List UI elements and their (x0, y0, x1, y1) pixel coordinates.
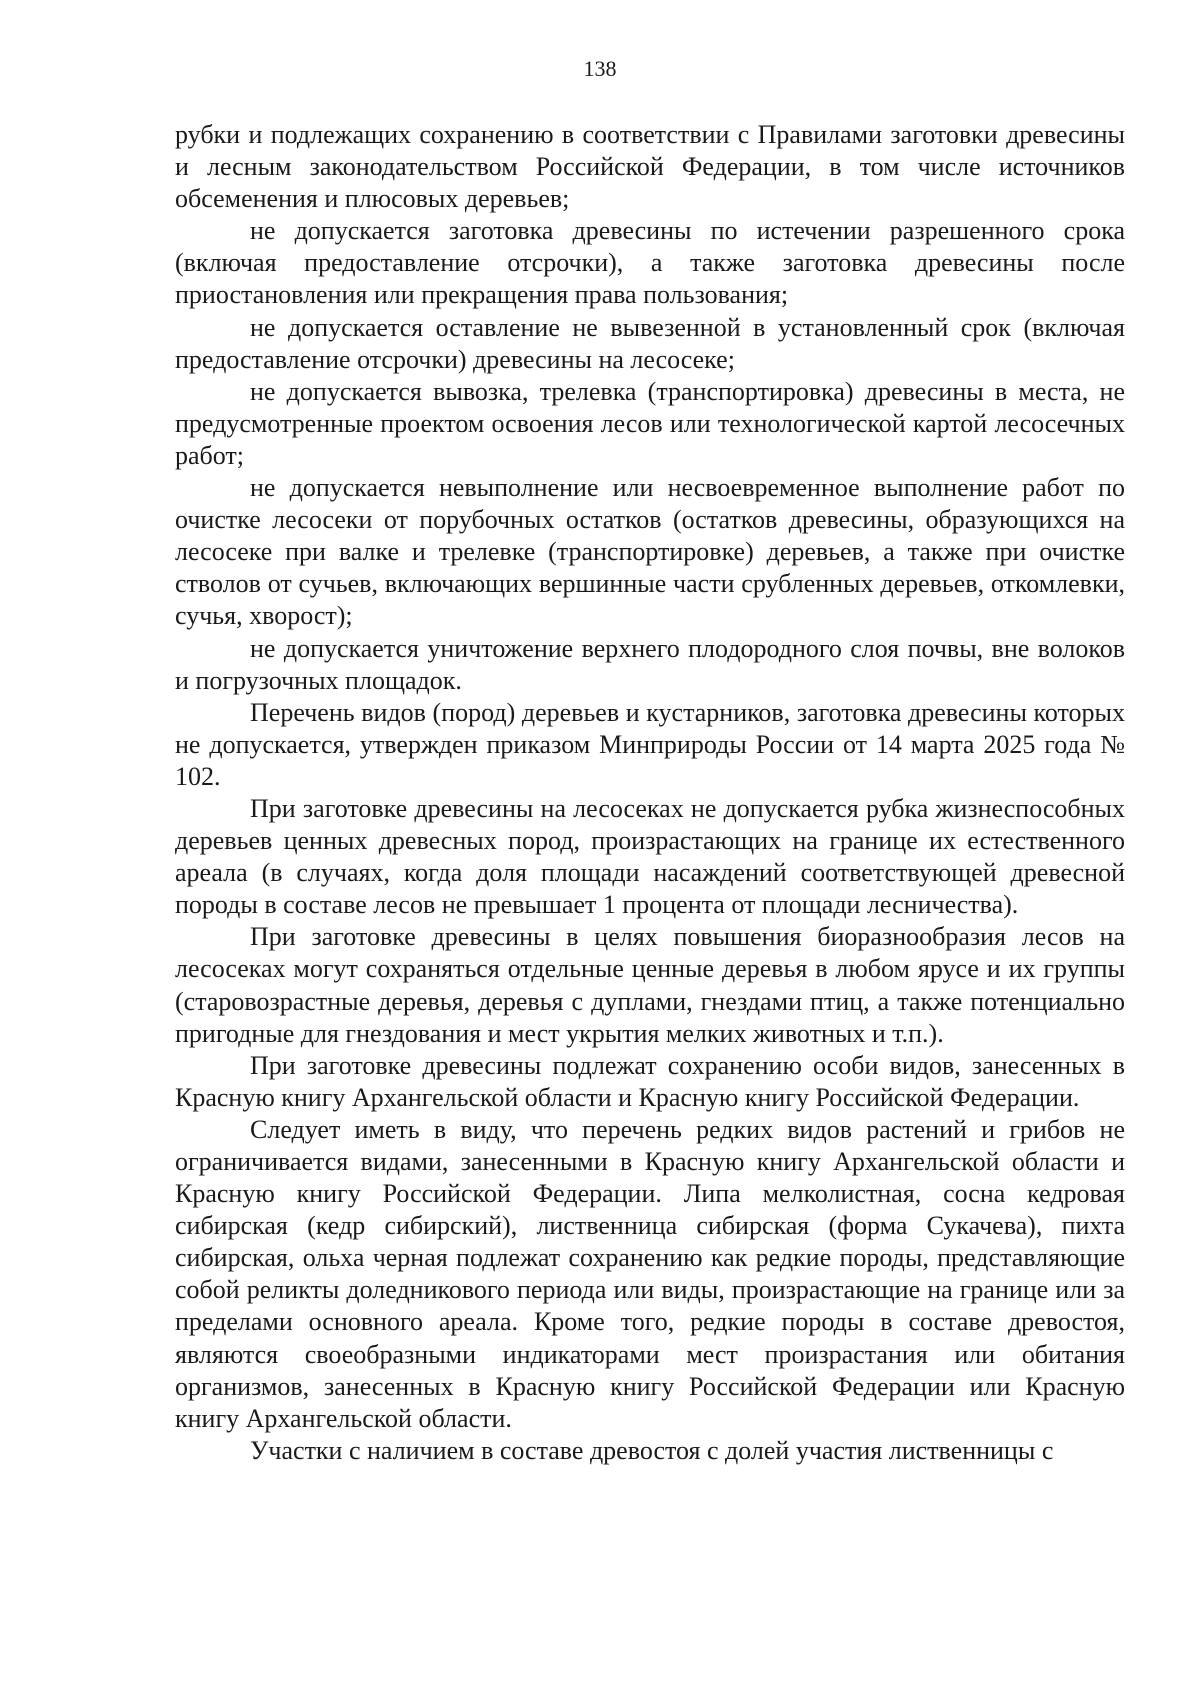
paragraph: не допускается оставление не вывезенной в установленный срок (включая предоставление отсрочки) древесины на лесосеке; (175, 312, 1125, 374)
paragraph: Участки с наличием в составе древостоя с долей участия лиственницы с (250, 1435, 1054, 1465)
paragraph: не допускается вывозка, трелевка (транспортировка) древесины в места, не предусмотренные проектом освоения лесов или технологической картой лесосечных работ; (175, 376, 1125, 470)
paragraph: Следует иметь в виду, что перечень редких видов растений и грибов не ограничивается видами, занесенными в Красную книгу Архангельской области и Красную книгу Российской Федерации. Липа мелколистная, сосна кедровая сибирская (кедр сибирский), лиственница сибирская (форма Сукачева), пихта сибирская, ольха черная подлежат сохранению как редкие породы, представляющие собой реликты доледникового периода или виды, произрастающие на границе или за пределами основного ареала. Кроме того, редкие породы в составе древостоя, являются своеобразными индикаторами мест произрастания или обитания организмов, занесенных в Красную книгу Российской Федерации или Красную книгу Архангельской области. (175, 1114, 1125, 1433)
paragraph: При заготовке древесины подлежат сохранению особи видов, занесенных в Красную книгу Архангельской области и Красную книгу Российской Федерации. (175, 1050, 1125, 1112)
paragraph: Перечень видов (пород) деревьев и кустарников, заготовка древесины которых не допускается, утвержден приказом Минприроды России от 14 марта 2025 года № 102. (175, 697, 1125, 791)
paragraph: не допускается невыполнение или несвоевременное выполнение работ по очистке лесосеки от порубочных остатков (остатков древесины, образующихся на лесосеке при валке и трелевке (транспортировке) деревьев, а также при очистке стволов от сучьев, включающих вершинные части срубленных деревьев, откомлевки, сучья, хворост); (175, 473, 1125, 631)
document-body (175, 119, 1125, 1467)
page-number: 138 (583, 56, 617, 81)
paragraph: При заготовке древесины на лесосеках не допускается рубка жизнеспособных деревьев ценных древесных пород, произрастающих на границе их естественного ареала (в случаях, когда доля площади насаждений соответствующей древесной породы в составе лесов не превышает 1 процента от площади лесничества). (175, 793, 1125, 920)
paragraph: рубки и подлежащих сохранению в соответствии с Правилами заготовки древесины и лесным законодательством Российской Федерации, в том числе источников обсеменения и плюсовых деревьев; (175, 120, 1125, 214)
paragraph: не допускается уничтожение верхнего плодородного слоя почвы, вне волоков и погрузочных площадок. (175, 633, 1125, 695)
paragraph: не допускается заготовка древесины по истечении разрешенного срока (включая предоставление отсрочки), а также заготовка древесины после приостановления или прекращения права пользования; (175, 216, 1125, 310)
paragraph: При заготовке древесины в целях повышения биоразнообразия лесов на лесосеках могут сохраняться отдельные ценные деревья в любом ярусе и их группы (старовозрастные деревья, деревья с дуплами, гнездами птиц, а также потенциально пригодные для гнездования и мест укрытия мелких животных и т.п.). (175, 922, 1125, 1048)
